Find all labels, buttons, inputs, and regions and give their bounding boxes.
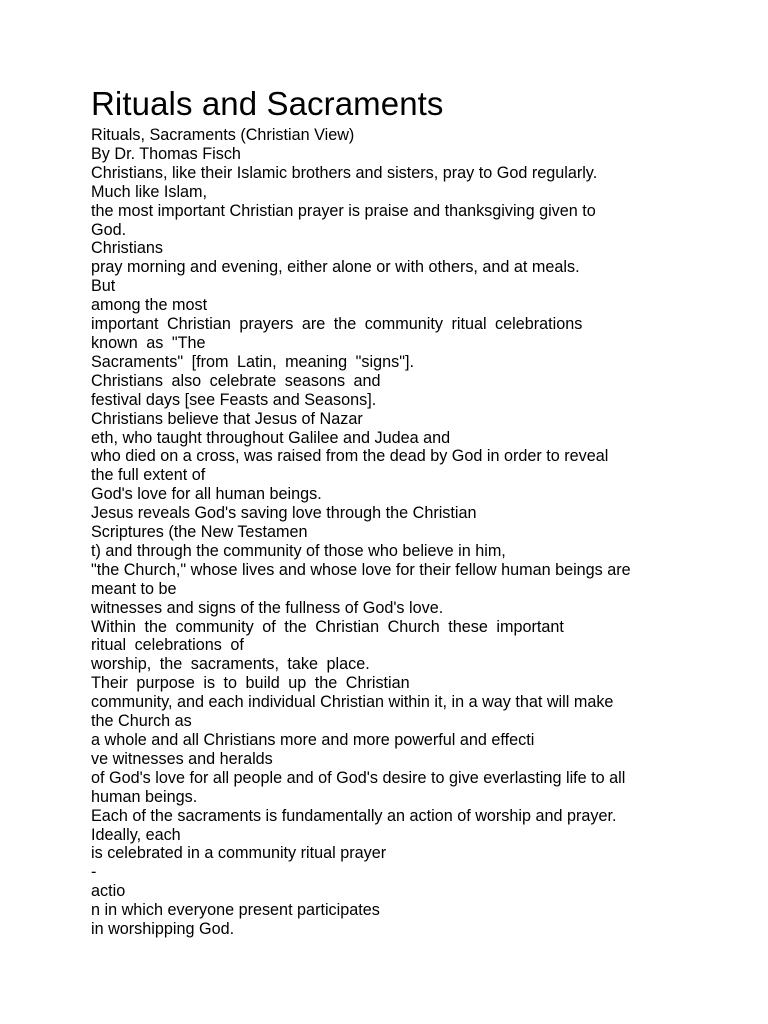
body-line: witnesses and signs of the fullness of God's love. bbox=[91, 598, 444, 617]
body-line: among the most bbox=[91, 296, 208, 315]
body-line: t) and through the community of those who believe in him, bbox=[91, 541, 506, 560]
document-page bbox=[91, 84, 691, 939]
body-line: the most important Christian prayer is praise and thanksgiving given to bbox=[91, 201, 596, 220]
body-line: a whole and all Christians more and more powerful and effecti bbox=[91, 731, 535, 749]
body-line: actio bbox=[91, 882, 126, 901]
body-line: ve witnesses and heralds bbox=[91, 749, 273, 768]
body-line: n in which everyone present participates bbox=[91, 901, 380, 920]
body-line: pray morning and evening, either alone or with others, and at meals. bbox=[91, 258, 580, 277]
document-body bbox=[91, 126, 691, 939]
body-line: the Church as bbox=[91, 712, 192, 731]
body-line: Much like Islam, bbox=[91, 182, 208, 201]
body-line: Christians, like their Islamic brothers and sisters, pray to God regularly. bbox=[91, 163, 598, 182]
body-line: God's love for all human beings. bbox=[91, 485, 322, 504]
body-line: important Christian prayers are the community ritual celebrations bbox=[91, 315, 583, 334]
body-line: But bbox=[91, 277, 116, 296]
body-line: Christians believe that Jesus of Nazar bbox=[91, 409, 363, 428]
body-line: By Dr. Thomas Fisch bbox=[91, 144, 241, 163]
body-line: Jesus reveals God's saving love through the Christian bbox=[91, 504, 477, 523]
body-line: - bbox=[91, 863, 97, 882]
body-line: in worshipping God. bbox=[91, 920, 235, 939]
body-line: human beings. bbox=[91, 787, 198, 806]
body-line: Within the community of the Christian Church these important bbox=[91, 617, 564, 636]
body-line: meant to be bbox=[91, 579, 177, 598]
body-line: known as "The bbox=[91, 333, 206, 352]
body-line: community, and each individual Christian within it, in a way that will make bbox=[91, 693, 614, 712]
body-line: festival days [see Feasts and Seasons]. bbox=[91, 390, 377, 409]
document-title: Rituals and Sacraments bbox=[91, 85, 444, 122]
body-line: is celebrated in a community ritual prayer bbox=[91, 844, 387, 863]
body-line: God. bbox=[91, 220, 127, 239]
body-line: Ideally, each bbox=[91, 825, 181, 844]
body-line: ritual celebrations of bbox=[91, 636, 244, 655]
body-line: the full extent of bbox=[91, 466, 206, 485]
body-line: Scriptures (the New Testamen bbox=[91, 523, 308, 542]
body-line: "the Church," whose lives and whose love for their fellow human beings are bbox=[91, 560, 631, 579]
body-line: Christians bbox=[91, 239, 163, 258]
body-line: Their purpose is to build up the Christian bbox=[91, 674, 410, 693]
body-line: of God's love for all people and of God's desire to give everlasting life to all bbox=[91, 768, 626, 787]
body-line: eth, who taught throughout Galilee and Judea and bbox=[91, 428, 451, 447]
body-line: Christians also celebrate seasons and bbox=[91, 371, 381, 390]
body-line: Rituals, Sacraments (Christian View) bbox=[91, 126, 355, 144]
body-line: who died on a cross, was raised from the dead by God in order to reveal bbox=[91, 447, 609, 466]
body-line: Each of the sacraments is fundamentally an action of worship and prayer. bbox=[91, 806, 617, 825]
body-line: Sacraments" [from Latin, meaning "signs"]. bbox=[91, 352, 414, 371]
body-line: worship, the sacraments, take place. bbox=[91, 655, 370, 674]
